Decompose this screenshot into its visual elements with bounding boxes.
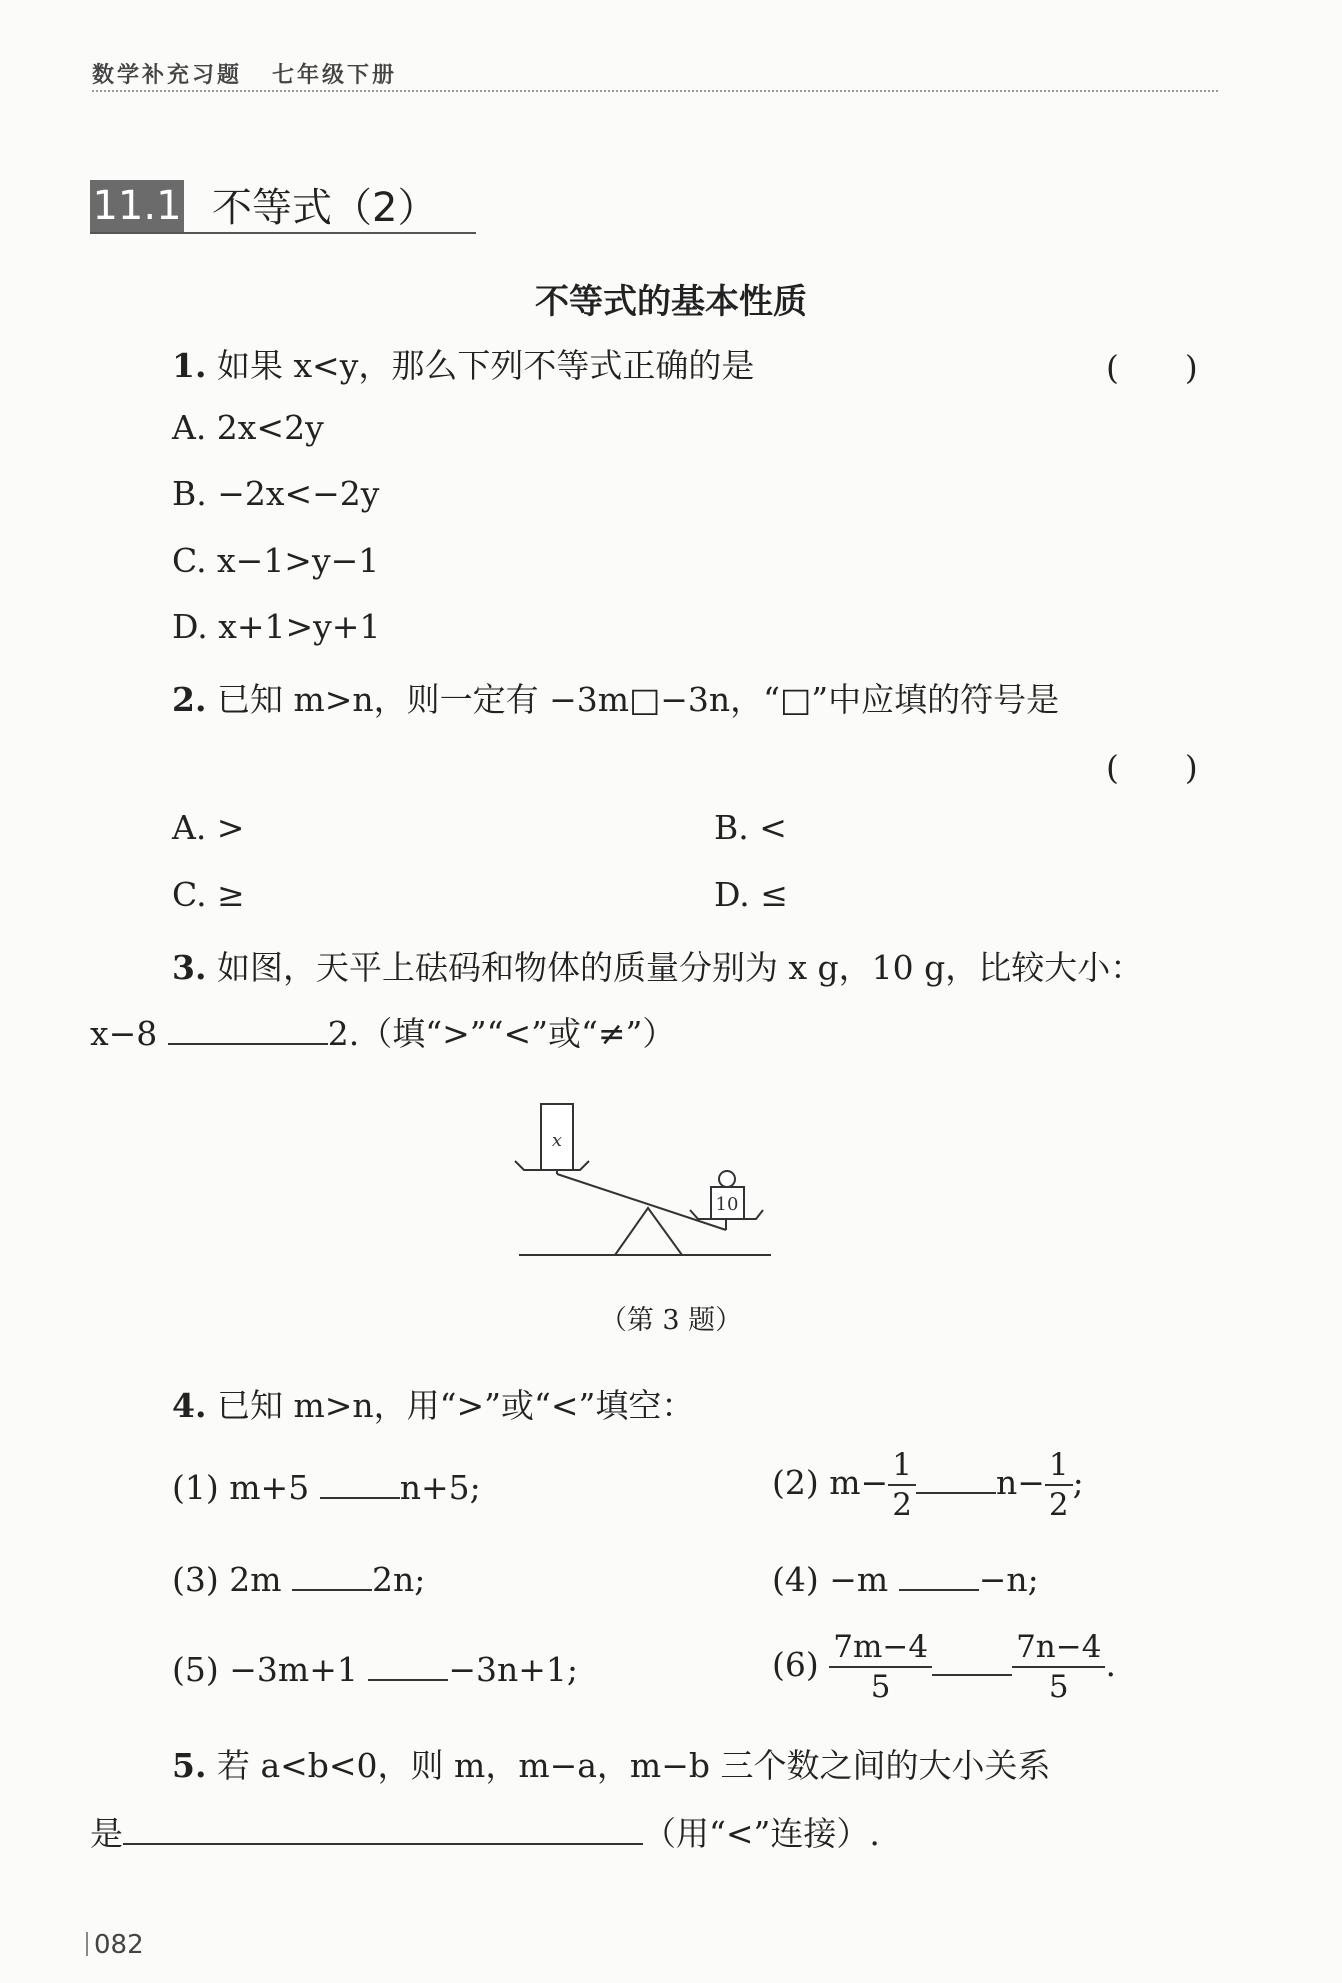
q4-item-1-label: (1) bbox=[172, 1468, 219, 1507]
q2-stem bbox=[172, 674, 1059, 721]
section-number-badge: 11.1 bbox=[90, 180, 184, 232]
q4-item-2-left: m− bbox=[829, 1463, 889, 1502]
q4-item-6-right-fraction bbox=[1012, 1628, 1105, 1706]
q4-number: 4. bbox=[172, 1386, 207, 1425]
q2-text: 已知 m>n，则一定有 −3m□−3n，“□”中应填的符号是 bbox=[216, 680, 1060, 719]
q5-prefix: 是 bbox=[90, 1814, 123, 1853]
q5-stem bbox=[172, 1740, 1051, 1787]
q3-answer-blank[interactable] bbox=[168, 1042, 328, 1045]
q4-item-6-end: . bbox=[1105, 1645, 1116, 1684]
q4-item-6-blank[interactable] bbox=[932, 1673, 1012, 1676]
weight-x-label: x bbox=[551, 1130, 563, 1151]
weight-knob bbox=[719, 1171, 735, 1187]
q5-text: 若 a<b<0，则 m，m−a，m−b 三个数之间的大小关系 bbox=[216, 1746, 1051, 1785]
page-number-text: 082 bbox=[94, 1930, 144, 1960]
fulcrum bbox=[615, 1208, 682, 1255]
frac-denominator: 2 bbox=[1048, 1487, 1069, 1523]
q1-number: 1. bbox=[172, 346, 207, 385]
page-number bbox=[86, 1930, 144, 1960]
q3-text: 如图，天平上砝码和物体的质量分别为 x g，10 g，比较大小： bbox=[216, 948, 1144, 987]
running-header bbox=[92, 58, 397, 89]
beam bbox=[557, 1174, 726, 1230]
q4-item-3-right: 2n; bbox=[372, 1560, 426, 1599]
subheading: 不等式的基本性质 bbox=[535, 282, 807, 322]
frac-numerator: 7n−4 bbox=[1012, 1628, 1105, 1668]
q4-stem bbox=[172, 1380, 694, 1427]
q4-item-2-right: n− bbox=[995, 1463, 1045, 1502]
q4-item-2-left-fraction bbox=[888, 1446, 916, 1524]
q3-instruction: 2.（填“>”“<”或“≠”） bbox=[327, 1014, 676, 1053]
q2-answer-paren: ( ) bbox=[1106, 748, 1198, 787]
q4-text: 已知 m>n，用“>”或“<”填空： bbox=[216, 1386, 695, 1425]
q4-item-5-right: −3n+1; bbox=[448, 1650, 579, 1689]
q4-item-6 bbox=[772, 1628, 1116, 1706]
frac-numerator: 1 bbox=[1045, 1446, 1073, 1486]
frac-denominator: 5 bbox=[870, 1669, 891, 1705]
q4-item-4-right: −n; bbox=[978, 1560, 1039, 1599]
q4-item-1-right: n+5; bbox=[399, 1468, 481, 1507]
frac-denominator: 5 bbox=[1048, 1669, 1069, 1705]
frac-denominator: 2 bbox=[892, 1487, 912, 1523]
frac-numerator: 7m−4 bbox=[829, 1628, 932, 1668]
q5-number: 5. bbox=[172, 1746, 207, 1785]
q4-item-3-label: (3) bbox=[172, 1560, 219, 1599]
q4-item-2-label: (2) bbox=[772, 1463, 819, 1502]
q4-item-4-blank[interactable] bbox=[899, 1588, 979, 1591]
weight-10-label: 10 bbox=[715, 1194, 739, 1215]
q4-item-4 bbox=[772, 1560, 1039, 1599]
balance-scale-figure bbox=[500, 1098, 810, 1268]
q4-item-4-left: −m bbox=[829, 1560, 889, 1599]
q3-expression: x−8 bbox=[90, 1014, 158, 1053]
q2-option-a: A. > bbox=[172, 808, 245, 847]
q3-line2 bbox=[90, 1008, 675, 1055]
q1-text: 如果 x<y，那么下列不等式正确的是 bbox=[216, 346, 755, 385]
q5-line2 bbox=[90, 1808, 880, 1855]
q4-item-2-blank[interactable] bbox=[916, 1491, 996, 1494]
q4-item-6-left-fraction bbox=[829, 1628, 932, 1706]
q4-item-1-left: m+5 bbox=[229, 1468, 310, 1507]
q4-item-3-blank[interactable] bbox=[292, 1588, 372, 1591]
q4-item-3-left: 2m bbox=[229, 1560, 282, 1599]
section-underline bbox=[90, 232, 476, 234]
q1-option-c: C. x−1>y−1 bbox=[172, 541, 380, 580]
q4-item-5-label: (5) bbox=[172, 1650, 219, 1689]
grade-label: 七年级下册 bbox=[272, 63, 398, 88]
q4-item-1-blank[interactable] bbox=[320, 1496, 400, 1499]
q5-answer-blank[interactable] bbox=[123, 1842, 643, 1845]
section-title: 不等式（2） bbox=[212, 185, 438, 231]
q5-instruction: （用“<”连接）. bbox=[643, 1814, 880, 1853]
q2-option-d: D. ≤ bbox=[714, 875, 788, 914]
frac-numerator: 1 bbox=[888, 1446, 916, 1486]
header-divider bbox=[92, 90, 1218, 92]
q4-item-5-left: −3m+1 bbox=[229, 1650, 358, 1689]
figure-caption: （第 3 题） bbox=[599, 1305, 743, 1336]
q4-item-2-right-fraction bbox=[1045, 1446, 1073, 1524]
q4-item-3 bbox=[172, 1560, 425, 1599]
q1-answer-paren: ( ) bbox=[1106, 348, 1198, 387]
q4-item-6-label: (6) bbox=[772, 1645, 819, 1684]
q4-item-2-end: ; bbox=[1072, 1463, 1084, 1502]
q4-item-2 bbox=[772, 1446, 1084, 1524]
book-title: 数学补充习题 bbox=[92, 63, 243, 88]
q3-stem bbox=[172, 942, 1143, 989]
q1-stem bbox=[172, 340, 754, 387]
q4-item-5 bbox=[172, 1650, 578, 1689]
q4-item-1 bbox=[172, 1468, 481, 1507]
q2-number: 2. bbox=[172, 680, 207, 719]
q4-item-5-blank[interactable] bbox=[368, 1678, 448, 1681]
q1-option-d: D. x+1>y+1 bbox=[172, 607, 381, 646]
q2-option-c: C. ≥ bbox=[172, 875, 245, 914]
q3-number: 3. bbox=[172, 948, 207, 987]
q1-option-b: B. −2x<−2y bbox=[172, 474, 380, 513]
q2-option-b: B. < bbox=[714, 808, 787, 847]
q4-item-4-label: (4) bbox=[772, 1560, 819, 1599]
q1-option-a: A. 2x<2y bbox=[172, 408, 324, 447]
